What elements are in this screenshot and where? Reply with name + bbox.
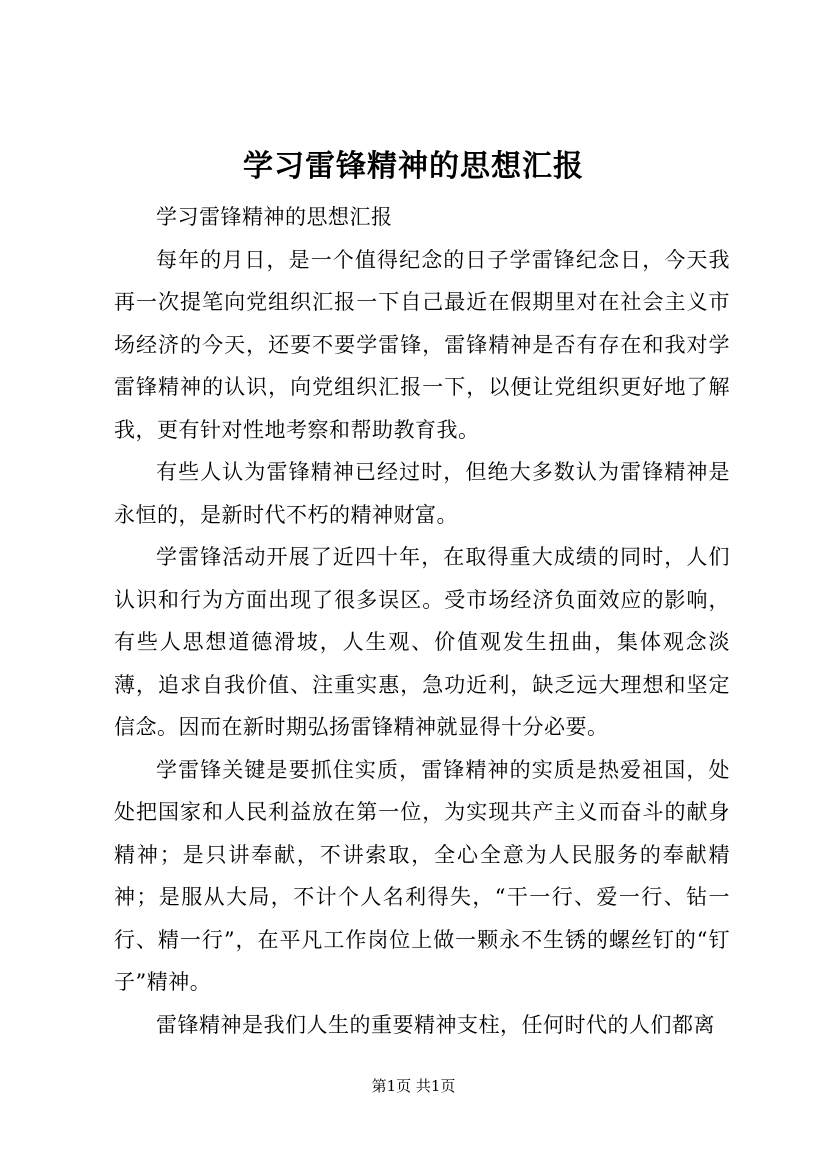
paragraph: 每年的月日，是一个值得纪念的日子学雷锋纪念日，今天我再一次提笔向党组织汇报一下自己最近在假期里对在社会主义市场经济的今天，还要不要学雷锋，雷锋精神是否有存在和我对学雷锋精神的认识，向党组织汇报一下，以便让党组织更好地了解我，更有针对性地考察和帮助教育我。 — [114, 247, 730, 442]
paragraph: 雷锋精神是我们人生的重要精神支柱，任何时代的人们都离 — [156, 1012, 715, 1037]
page-footer: 第1页 共1页 — [371, 1077, 456, 1095]
paragraph: 有些人认为雷锋精神已经过时，但绝大多数认为雷锋精神是永恒的，是新时代不朽的精神财富。 — [114, 460, 730, 527]
document-body — [114, 196, 730, 1046]
document-title: 学习雷锋精神的思想汇报 — [243, 149, 584, 184]
paragraph: 学习雷锋精神的思想汇报 — [156, 205, 393, 229]
paragraph: 学雷锋关键是要抓住实质，雷锋精神的实质是热爱祖国，处处把国家和人民利益放在第一位，为实现共产主义而奋斗的献身精神；是只讲奉献，不讲索取，全心全意为人民服务的奉献精神；是服从大局，不计个人名利得失，“干一行、爱一行、钻一行、精一行”，在平凡工作岗位上做一颗永不生锈的螺丝钉的“钉子”精神。 — [114, 757, 730, 994]
paragraph: 学雷锋活动开展了近四十年，在取得重大成绩的同时，人们认识和行为方面出现了很多误区。受市场经济负面效应的影响，有些人思想道德滑坡，人生观、价值观发生扭曲，集体观念淡薄，追求自我价值、注重实惠，急功近利，缺乏远大理想和坚定信念。因而在新时期弘扬雷锋精神就显得十分必要。 — [114, 545, 730, 739]
